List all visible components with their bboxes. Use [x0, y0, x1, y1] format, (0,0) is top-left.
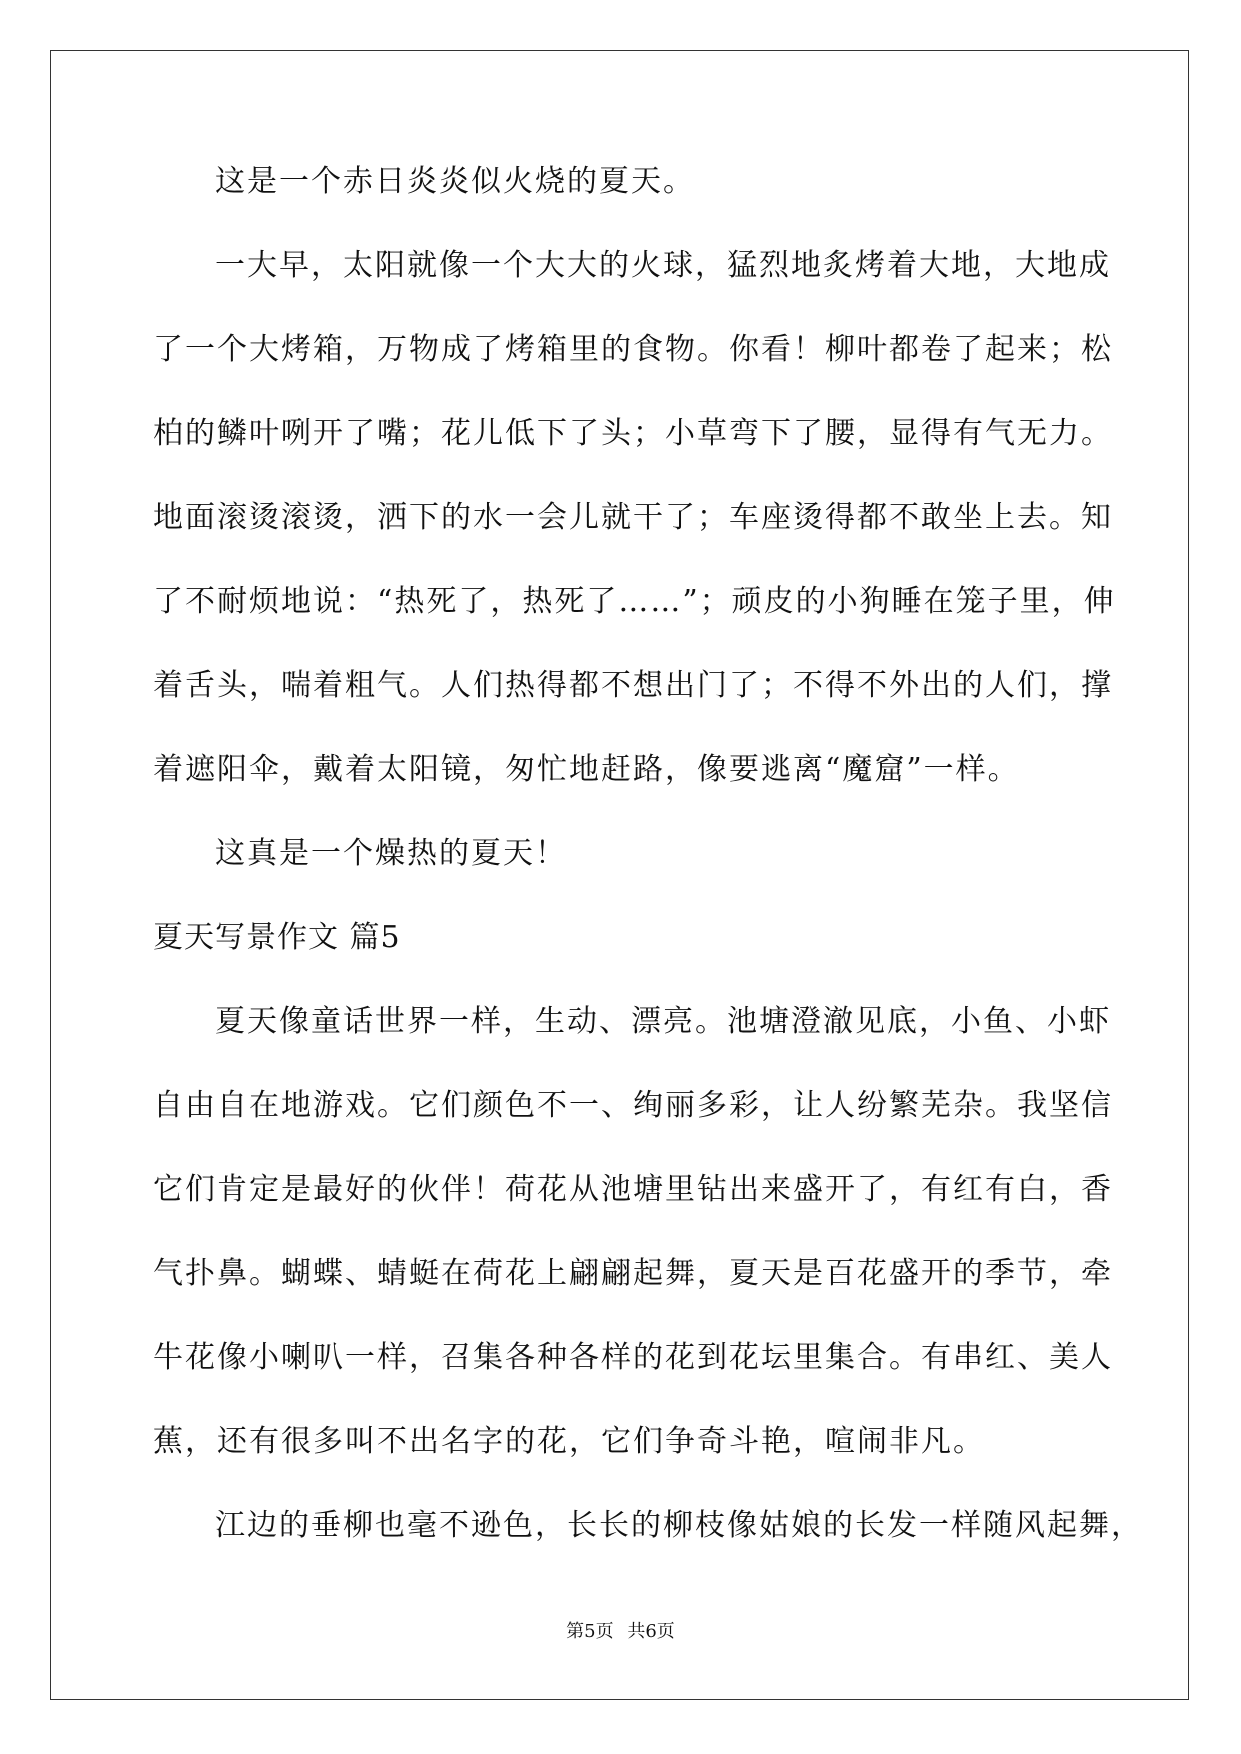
paragraph-line: 气扑鼻。蝴蝶、蜻蜓在荷花上翩翩起舞，夏天是百花盛开的季节，牵: [153, 1256, 1113, 1291]
paragraph-line: 它们肯定是最好的伙伴！荷花从池塘里钻出来盛开了，有红有白，香: [153, 1172, 1113, 1207]
paragraph-line: 一大早，太阳就像一个大大的火球，猛烈地炙烤着大地，大地成: [215, 248, 1111, 283]
page-footer: [0, 1621, 1241, 1643]
paragraph-line: 这真是一个燥热的夏天！: [215, 836, 567, 871]
paragraph-line: 柏的鳞叶咧开了嘴；花儿低下了头；小草弯下了腰，显得有气无力。: [153, 416, 1113, 451]
paragraph-line: 蕉，还有很多叫不出名字的花，它们争奇斗艳，喧闹非凡。: [153, 1424, 985, 1459]
paragraph-line: 着遮阳伞，戴着太阳镜，匆忙地赶路，像要逃离“魔窟”一样。: [153, 752, 1020, 787]
paragraph-line: 了一个大烤箱，万物成了烤箱里的食物。你看！柳叶都卷了起来；松: [153, 332, 1113, 367]
page-number: 第5页: [566, 1621, 614, 1642]
section-heading: 夏天写景作文 篇5: [153, 920, 401, 955]
page-total: 共6页: [627, 1621, 675, 1642]
paragraph-line: 自由自在地游戏。它们颜色不一、绚丽多彩，让人纷繁芜杂。我坚信: [153, 1088, 1113, 1123]
paragraph-line: 了不耐烦地说：“热死了，热死了……”；顽皮的小狗睡在笼子里，伸: [153, 584, 1116, 619]
paragraph-line: 牛花像小喇叭一样，召集各种各样的花到花坛里集合。有串红、美人: [153, 1340, 1113, 1375]
paragraph-line: 这是一个赤日炎炎似火烧的夏天。: [215, 164, 695, 199]
paragraph-line: 地面滚烫滚烫，洒下的水一会儿就干了；车座烫得都不敢坐上去。知: [153, 500, 1113, 535]
paragraph-line: 夏天像童话世界一样，生动、漂亮。池塘澄澈见底，小鱼、小虾: [215, 1004, 1111, 1039]
paragraph-line: 着舌头，喘着粗气。人们热得都不想出门了；不得不外出的人们，撑: [153, 668, 1113, 703]
document-body: [153, 163, 1143, 1591]
paragraph-line: 江边的垂柳也毫不逊色，长长的柳枝像姑娘的长发一样随风起舞，: [215, 1508, 1143, 1543]
